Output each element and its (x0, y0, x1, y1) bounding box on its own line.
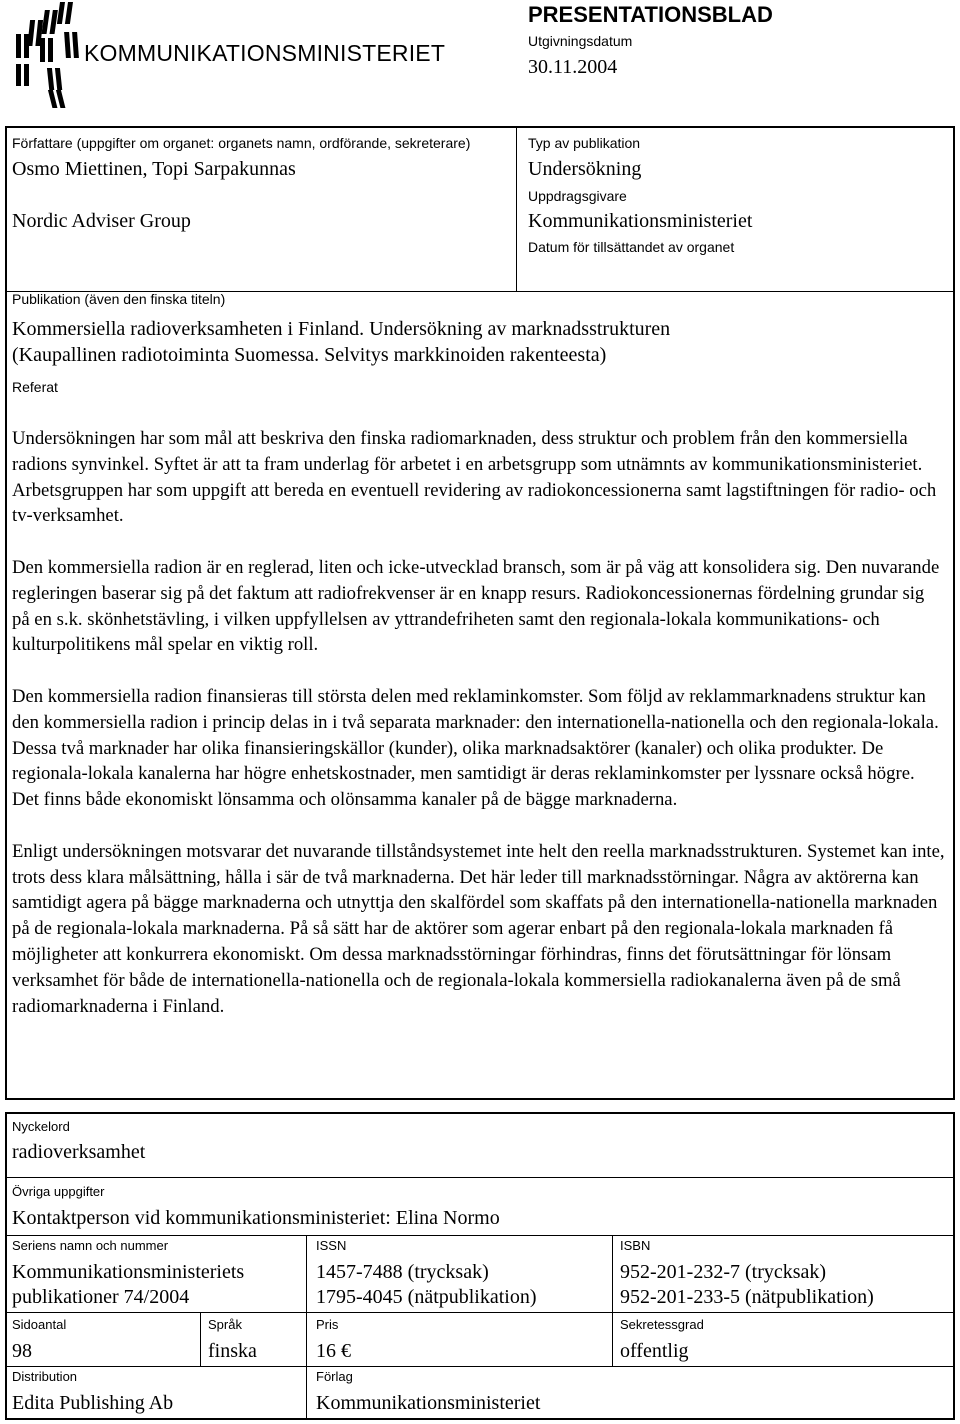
author-group: Nordic Adviser Group (12, 210, 191, 232)
series-line-2: publikationer 74/2004 (12, 1286, 190, 1308)
series-label: Seriens namn och nummer (12, 1238, 169, 1253)
table-left-border (5, 1112, 7, 1420)
header-column-divider (516, 126, 517, 292)
abstract-paragraph: Den kommersiella radion finansieras till största delen med reklaminkomster. Som följd av reklammarknadens struktur kan den kommersiella radion i princip delas in i två separata marknader: den internationella-nationella och den regionala-lokala. Dessa två marknader har olika finansieringskällor (kunder), olika marknadsaktörer (kanaler) och olika produkter. De regionala-lokala kanalerna har högre enhetskostnader, men samtidigt är deras reklaminkomster per lyssnare också högre. Det finns både ekonomiskt lönsamma och olönsamma kanaler på de bägge marknaderna. (12, 685, 939, 811)
confidentiality-label: Sekretessgrad (620, 1317, 704, 1332)
frame-left-border (5, 126, 7, 1100)
publication-type: Undersökning (528, 158, 642, 180)
keywords-label: Nyckelord (12, 1119, 70, 1134)
column-divider-3 (200, 1312, 201, 1366)
authors-label: Författare (uppgifter om organet: organets namn, ordförande, sekreterare) (12, 135, 471, 151)
publisher-label: Förlag (316, 1369, 353, 1384)
table-right-border (953, 1112, 955, 1420)
abstract-paragraph: Undersökningen har som mål att beskriva den finska radiomarknaden, dess struktur och problem från den kommersiella radions synvinkel. Syftet är att ta fram underlag för arbetet i en arbetsgrupp som utnämnts av kommunikationsministeriet. Arbetsgruppen har som uppgift att bereda en eventuell revidering av radiokoncessionerna samt lagstiftningen för radio- och tv-verksamhet. (12, 428, 937, 527)
publication-title (12, 316, 912, 368)
publication-title-label: Publikation (även den finska titeln) (12, 291, 226, 307)
pages-divider (5, 1366, 955, 1367)
language-value: finska (208, 1340, 257, 1362)
publication-date: 30.11.2004 (528, 56, 618, 78)
frame-bottom-border (5, 1098, 955, 1100)
author-names: Osmo Miettinen, Topi Sarpakunnas (12, 158, 296, 180)
frame-top-border (5, 126, 955, 128)
publisher-value: Kommunikationsministeriet (316, 1392, 541, 1414)
frame-right-border (953, 126, 955, 1100)
language-label: Språk (208, 1317, 242, 1332)
publication-type-label: Typ av publikation (528, 135, 641, 151)
abstract-paragraph: Enligt undersökningen motsvarar det nuvarande tillståndsystemet inte helt den reella marknadsstrukturen. Systemet kan inte, trots dess klara målsättning, hålla i sär de två marknaderna. Det här leder till marknadsstörningar. Några av aktörerna kan samtidigt agera på bägge marknaderna och utnyttja den skalfördel som skaffats på den internationella-nationella marknaden på de regionala-lokala marknaderna. På så sätt har de aktörer som agerar enbart på den regionala-lokala marknaden få möjligheter att konkurrera ekonomiskt. Om dessa marknadsstörningar förhindras, finns det förutsättningar för lönsam verksamhet för både de internationella-nationella och de regionala-lokala kommersiella radiokanalerna även på de små radiomarknaderna i Finland. (12, 840, 945, 1017)
appointment-date-label: Datum för tillsättandet av organet (528, 239, 735, 255)
publication-date-label: Utgivningsdatum (528, 33, 633, 49)
abstract-label: Referat (12, 379, 58, 395)
commissioner-label: Uppdragsgivare (528, 188, 627, 204)
abstract-body (12, 426, 946, 1045)
column-divider-2 (612, 1235, 613, 1366)
distribution-label: Distribution (12, 1369, 78, 1384)
document-type-heading: PRESENTATIONSBLAD (528, 2, 773, 27)
commissioner: Kommunikationsministeriet (528, 210, 753, 232)
distribution-value: Edita Publishing Ab (12, 1392, 174, 1414)
keywords-value: radioverksamhet (12, 1141, 146, 1163)
pages-value: 98 (12, 1340, 32, 1362)
confidentiality-value: offentlig (620, 1340, 689, 1362)
isbn-line-1: 952-201-232-7 (trycksak) (620, 1261, 827, 1283)
series-line-1: Kommunikationsministeriets (12, 1261, 245, 1283)
price-value: 16 € (316, 1340, 351, 1362)
issn-label: ISSN (316, 1238, 347, 1253)
table-bottom-border (5, 1418, 955, 1420)
isbn-line-2: 952-201-233-5 (nätpublikation) (620, 1286, 874, 1308)
table-top-border (5, 1112, 955, 1114)
other-info-divider (5, 1235, 955, 1236)
publication-title-line-2: (Kaupallinen radiotoiminta Suomessa. Selvitys markkinoiden rakenteesta) (12, 344, 607, 366)
keywords-divider (5, 1177, 955, 1178)
pages-label: Sidoantal (12, 1317, 67, 1332)
issn-line-1: 1457-7488 (trycksak) (316, 1261, 489, 1283)
price-label: Pris (316, 1317, 339, 1332)
series-divider (5, 1312, 955, 1313)
publication-title-line-1: Kommersiella radioverksamheten i Finland. Undersökning av marknadsstrukturen (12, 318, 671, 340)
other-info-label: Övriga uppgifter (12, 1184, 105, 1199)
column-divider-1 (306, 1235, 307, 1419)
issn-line-2: 1795-4045 (nätpublikation) (316, 1286, 537, 1308)
ministry-name: KOMMUNIKATIONSMINISTERIET (84, 40, 446, 66)
ministry-logo-icon (10, 2, 80, 110)
other-info-value: Kontaktperson vid kommunikationsministeriet: Elina Normo (12, 1207, 500, 1229)
abstract-paragraph: Den kommersiella radion är en reglerad, liten och icke-utvecklad bransch, som är på väg att konsolidera sig. Den nuvarande regleringen baserar sig på det faktum att radiofrekvenser är en knapp resurs. Radiokoncessionernas fördelning grundar sig på en s.k. skönhetstävling, i vilken uppfyllelsen av yttrandefriheten samt den regionala-lokala kommunikations- och kulturpolitikens mål spelar en viktig roll. (12, 556, 940, 656)
isbn-label: ISBN (620, 1238, 651, 1253)
